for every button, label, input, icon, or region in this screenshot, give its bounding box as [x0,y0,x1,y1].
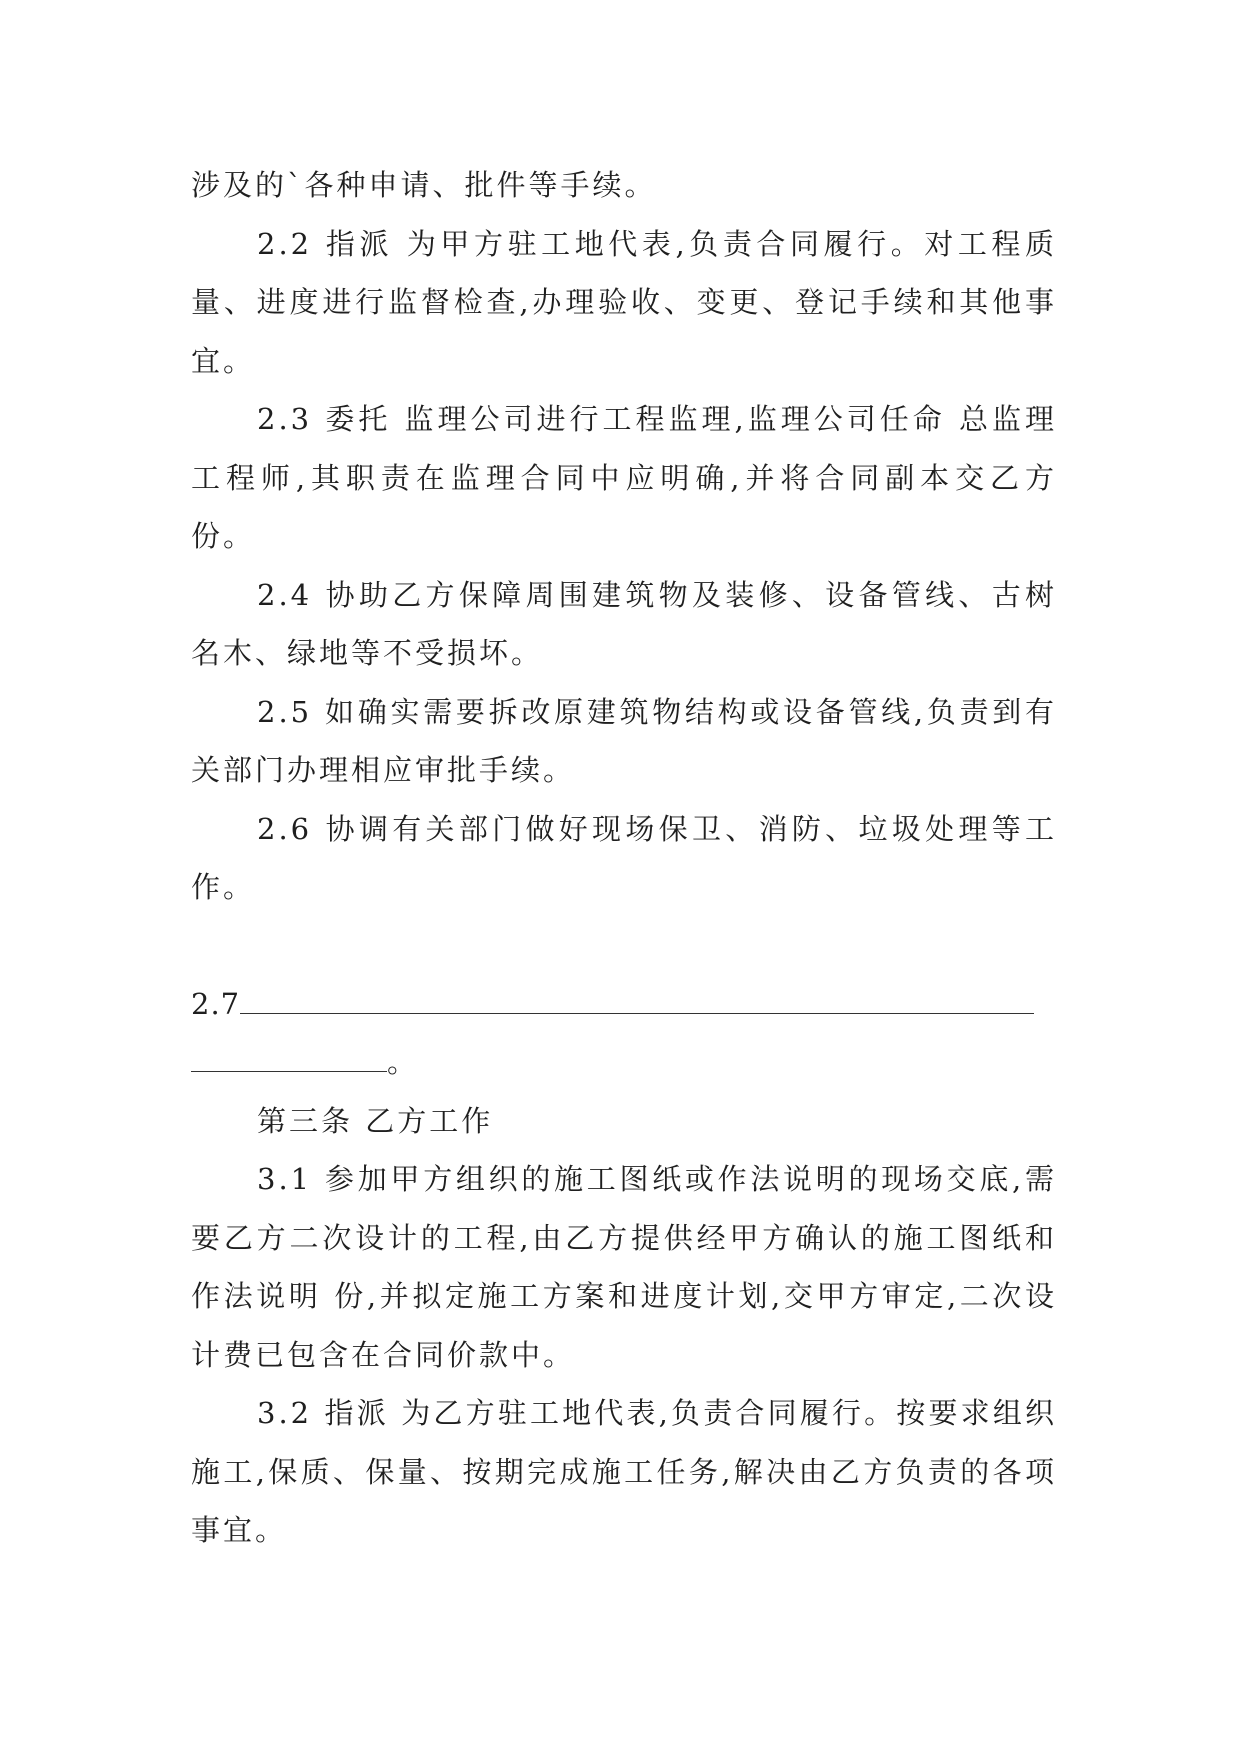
paragraph-2-6: 2.6 协调有关部门做好现场保卫、消防、垃圾处理等工作。 [191,811,1057,904]
paragraph-2-2: 2.2 指派 为甲方驻工地代表,负责合同履行。对工程质量、进度进行监督检查,办理验收、变更、登记手续和其他事宜。 [191,226,1057,378]
paragraph-2-5: 2.5 如确实需要拆改原建筑物结构或设备管线,负责到有关部门办理相应审批手续。 [191,694,1057,787]
fill-in-blank-long [240,1007,1034,1014]
section-3-heading: 第三条 乙方工作 [257,1103,494,1138]
paragraph-3-2: 3.2 指派 为乙方驻工地代表,负责合同履行。按要求组织施工,保质、保量、按期完成施工任务,解决由乙方负责的各项事宜。 [191,1396,1057,1547]
item-2-7-end-mark: 。 [387,1045,418,1079]
item-2-7-prefix: 2.7 [191,986,241,1021]
item-2-7-line-continued [191,1033,1057,1092]
blank-line [191,917,1057,975]
contract-body [191,156,1057,1560]
paragraph-2-3: 2.3 委托 监理公司进行工程监理,监理公司任命 总监理工程师,其职责在监理合同中应明确,并将合同副本交乙方 份。 [191,402,1057,553]
paragraph-2-1-continuation: 涉及的`各种申请、批件等手续。 [191,168,657,202]
item-2-7-line [191,975,1057,1034]
fill-in-blank-short [191,1065,387,1072]
paragraph-3-1: 3.1 参加甲方组织的施工图纸或作法说明的现场交底,需要乙方二次设计的工程,由乙方提供经甲方确认的施工图纸和作法说明 份,并拟定施工方案和进度计划,交甲方审定,二次设计费已包含在合同价款中。 [191,1162,1057,1372]
paragraph-2-4: 2.4 协助乙方保障周围建筑物及装修、设备管线、古树名木、绿地等不受损坏。 [191,577,1057,670]
